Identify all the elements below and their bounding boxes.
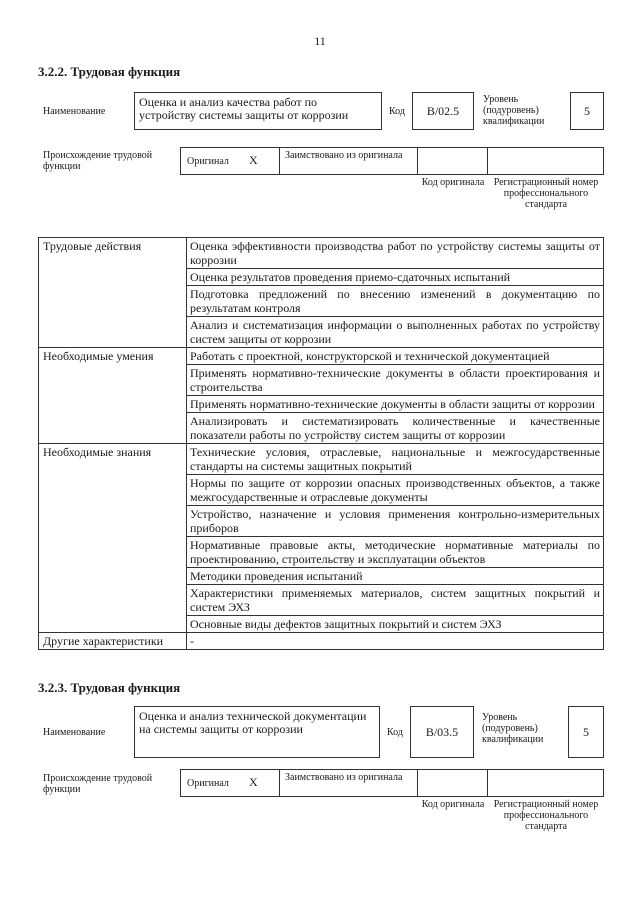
description-cell: Характеристики применяемых материалов, систем защитных покрытий и систем ЭХЗ — [187, 585, 604, 616]
function-name: Оценка и анализ технической документации на системы защиты от коррозии — [139, 709, 367, 736]
borrowed-label: Заимствовано из оригинала — [285, 150, 403, 161]
function-name-box — [134, 92, 382, 130]
code-value: B/03.5 — [425, 725, 459, 739]
code-box — [412, 92, 474, 130]
description-cell: Оценка эффективности производства работ по устройству системы защиты от коррозии — [187, 238, 604, 269]
origin-table — [180, 769, 604, 797]
level-box — [570, 92, 604, 130]
divider — [417, 148, 418, 174]
description-cell: Анализ и систематизация информации о выполненных работах по устройству систем защиты от коррозии — [187, 317, 604, 348]
description-cell: Методики проведения испытаний — [187, 568, 604, 585]
divider — [279, 770, 280, 796]
divider — [487, 770, 488, 796]
borrowed-label: Заимствовано из оригинала — [285, 772, 403, 783]
description-cell: - — [187, 633, 604, 650]
competency-table — [38, 237, 604, 650]
reg-number-caption: Регистрационный номер профессионального стандарта — [493, 799, 599, 832]
origin-table — [180, 147, 604, 175]
original-label: Оригинал — [187, 778, 229, 789]
code-label: Код — [389, 106, 405, 117]
description-cell: Технические условия, отраслевые, национальные и межгосударственные стандарты на системы защитных покрытий — [187, 444, 604, 475]
origin-label: Происхождение трудовой функции — [43, 773, 153, 795]
function-name: Оценка и анализ качества работ по устройству системы защиты от коррозии — [139, 95, 349, 122]
reg-number-caption: Регистрационный номер профессионального стандарта — [493, 177, 599, 210]
divider — [279, 148, 280, 174]
category-cell: Трудовые действия — [39, 238, 187, 348]
description-cell: Подготовка предложений по внесению изменений в документацию по результатам контроля — [187, 286, 604, 317]
name-label: Наименование — [43, 106, 106, 117]
table-row — [39, 633, 604, 650]
page-number: 11 — [314, 34, 326, 48]
original-label: Оригинал — [187, 156, 229, 167]
code-value: B/02.5 — [426, 104, 460, 118]
code-original-caption: Код оригинала — [421, 177, 485, 188]
section-heading: 3.2.2. Трудовая функция — [38, 64, 181, 79]
category-cell: Необходимые знания — [39, 444, 187, 633]
description-cell: Применять нормативно-технические документы в области проектирования и строительства — [187, 365, 604, 396]
description-cell: Устройство, назначение и условия применения контрольно-измерительных приборов — [187, 506, 604, 537]
description-cell: Нормы по защите от коррозии опасных производственных объектов, а также межгосударственные и отраслевые документы — [187, 475, 604, 506]
description-cell: Применять нормативно-технические документы в области защиты от коррозии — [187, 396, 604, 413]
divider — [417, 770, 418, 796]
category-cell: Необходимые умения — [39, 348, 187, 444]
table-row — [39, 444, 604, 475]
description-cell: Работать с проектной, конструкторской и технической документацией — [187, 348, 604, 365]
table-row — [39, 348, 604, 365]
code-original-caption: Код оригинала — [421, 799, 485, 810]
level-box — [568, 706, 604, 758]
table-row — [39, 238, 604, 269]
section-heading: 3.2.3. Трудовая функция — [38, 680, 181, 695]
code-label: Код — [387, 727, 403, 738]
description-cell: Основные виды дефектов защитных покрытий и систем ЭХЗ — [187, 616, 604, 633]
name-label: Наименование — [43, 727, 106, 738]
function-name-box — [134, 706, 380, 758]
level-label: Уровень (подуровень) квалификации — [482, 712, 544, 745]
description-cell: Нормативные правовые акты, методические нормативные материалы по проектированию, строительству и эксплуатации объектов — [187, 537, 604, 568]
level-value: 5 — [584, 104, 590, 118]
divider — [487, 148, 488, 174]
description-cell: Оценка результатов проведения приемо-сдаточных испытаний — [187, 269, 604, 286]
original-mark: X — [249, 775, 258, 789]
original-mark: X — [249, 153, 258, 167]
level-label: Уровень (подуровень) квалификации — [483, 94, 545, 127]
level-value: 5 — [583, 725, 589, 739]
description-cell: Анализировать и систематизировать количественные и качественные показатели работы по устройству систем защиты от коррозии — [187, 413, 604, 444]
code-box — [410, 706, 474, 758]
category-cell: Другие характеристики — [39, 633, 187, 650]
origin-label: Происхождение трудовой функции — [43, 150, 153, 172]
